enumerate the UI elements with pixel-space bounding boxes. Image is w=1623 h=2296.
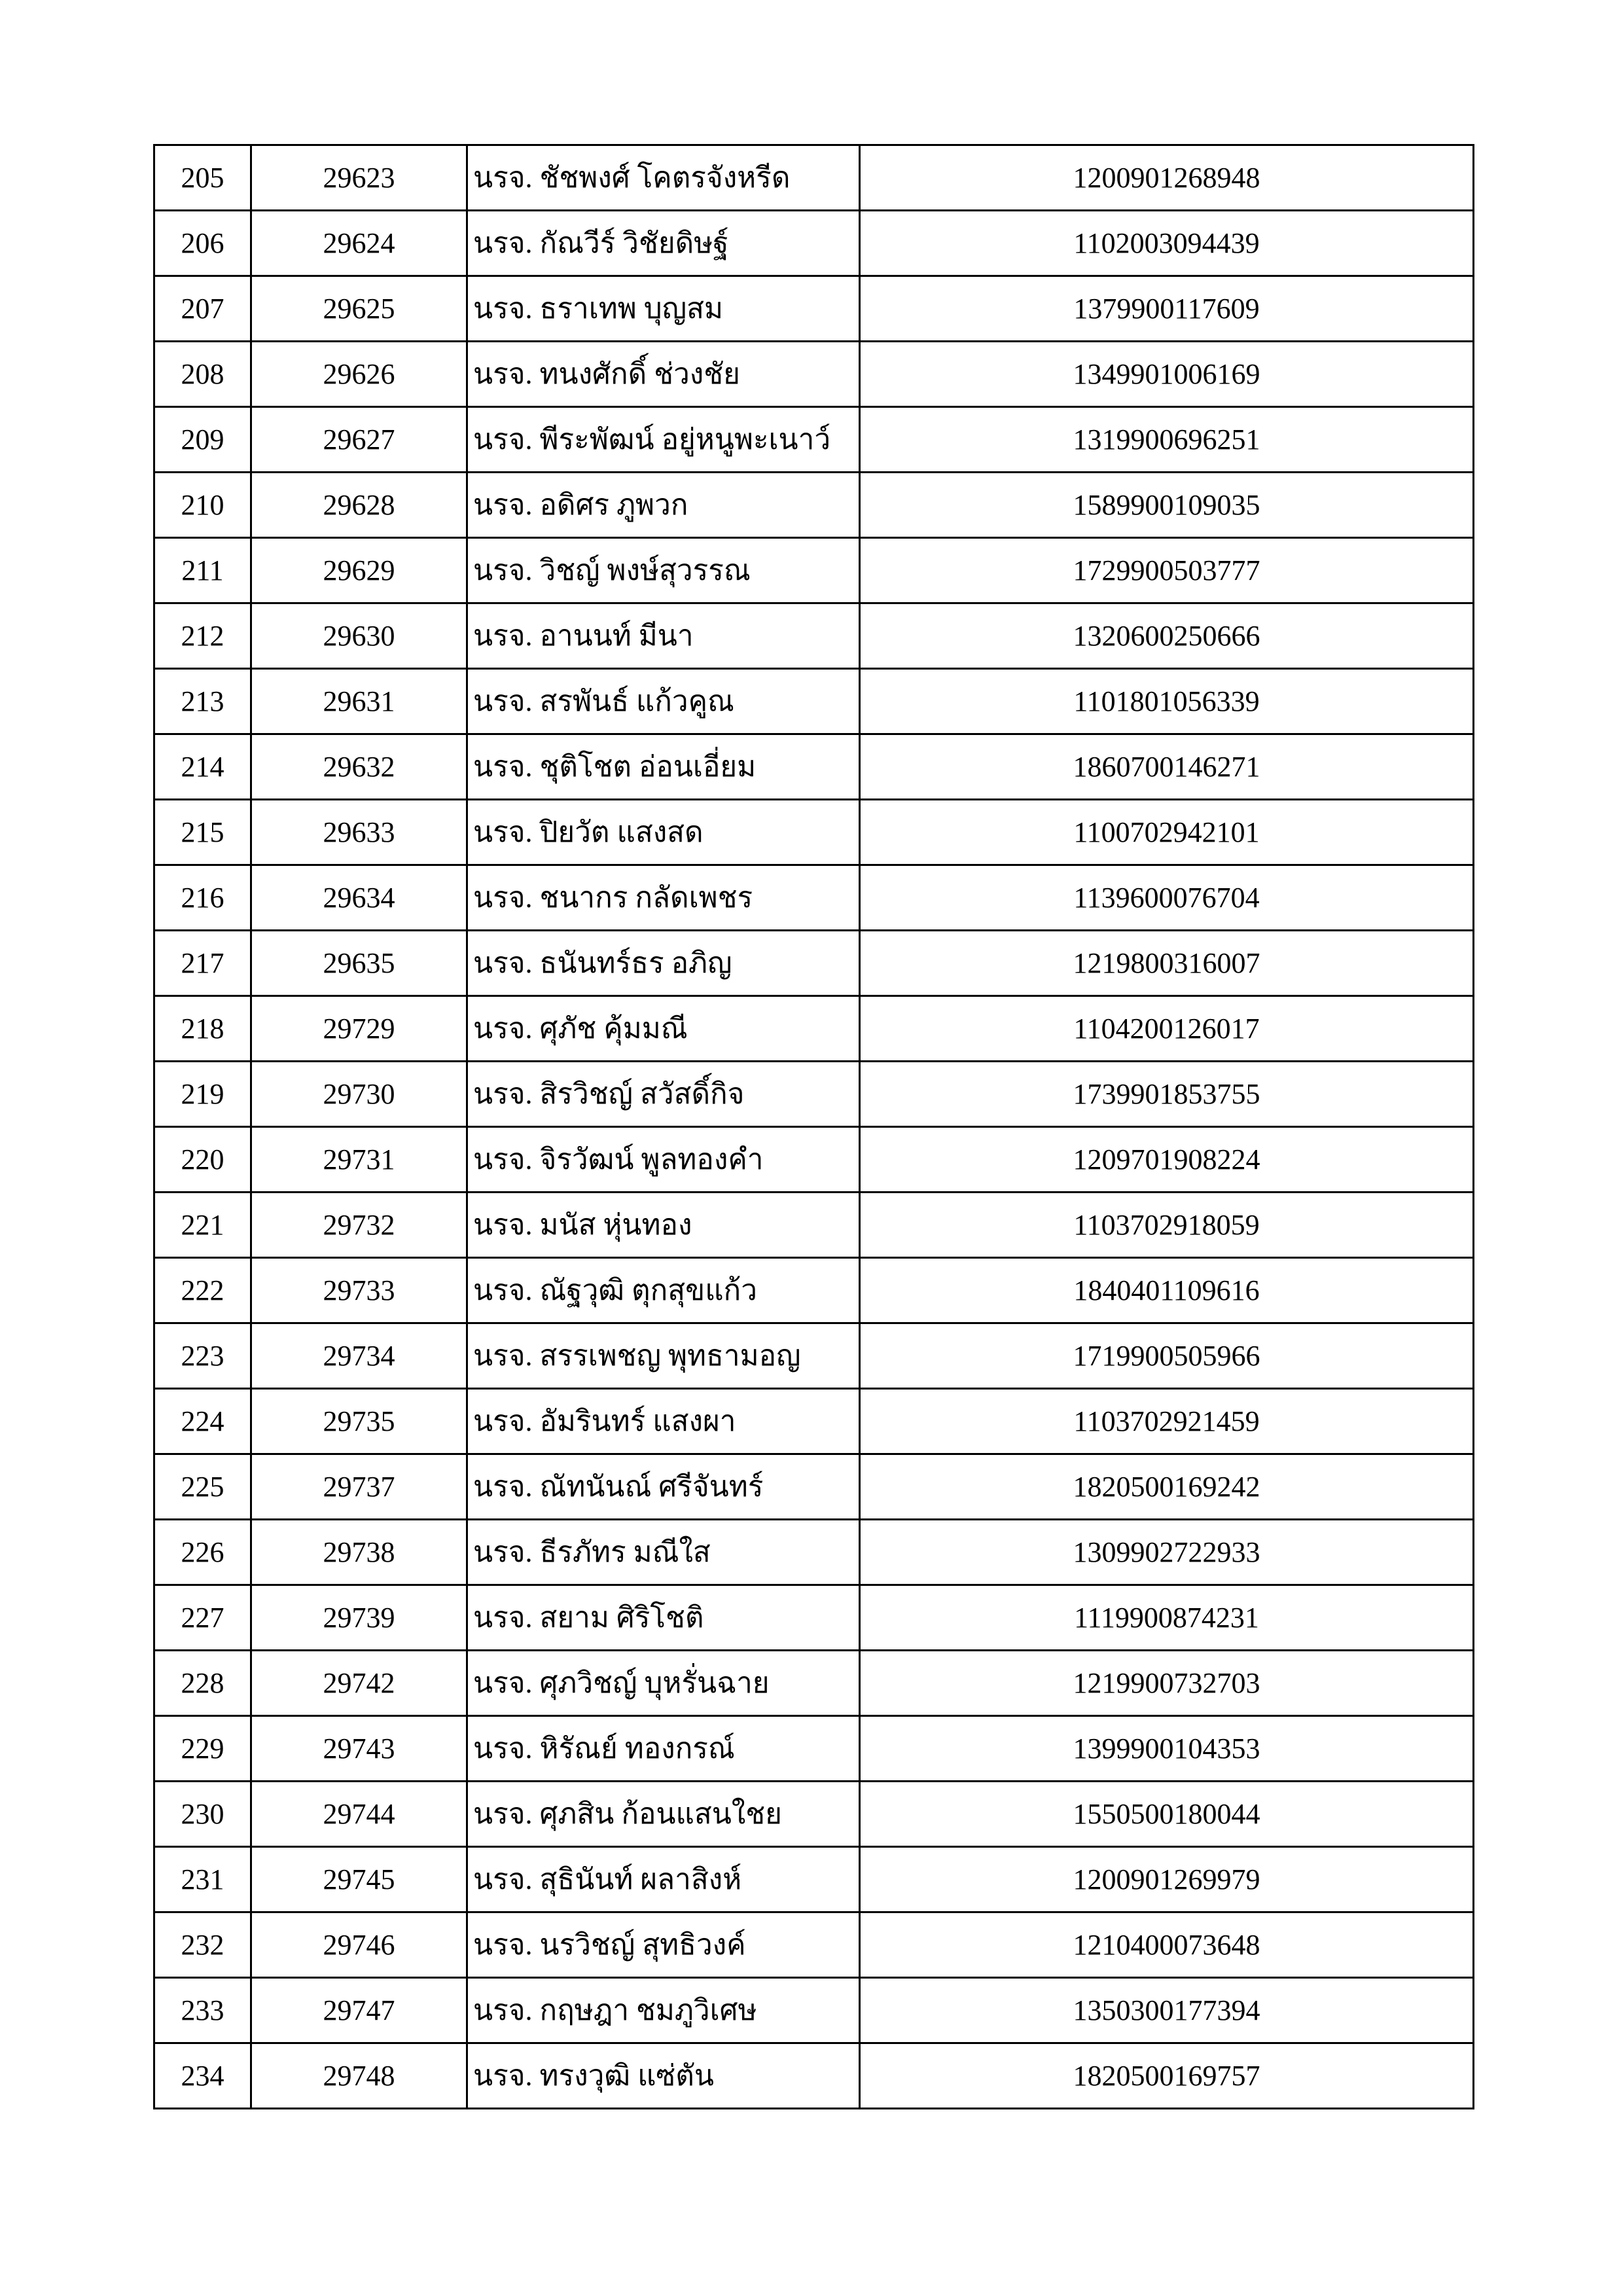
id-number-cell: 1840401109616 <box>860 1258 1474 1323</box>
sequence-number-cell: 219 <box>154 1062 251 1127</box>
student-code-cell: 29631 <box>251 669 467 734</box>
student-name-cell: นรจ. มนัส หุ่นทอง <box>467 1193 860 1258</box>
id-number-cell: 1139600076704 <box>860 865 1474 931</box>
table-row <box>154 669 1474 734</box>
student-name-cell: นรจ. อดิศร ภูพวก <box>467 473 860 538</box>
id-number-cell: 1349901006169 <box>860 342 1474 407</box>
table-row <box>154 342 1474 407</box>
student-name-cell: นรจ. ศุภัช คุ้มมณี <box>467 996 860 1062</box>
student-code-cell: 29633 <box>251 800 467 865</box>
student-code-cell: 29630 <box>251 603 467 669</box>
sequence-number-cell: 230 <box>154 1782 251 1847</box>
id-number-cell: 1589900109035 <box>860 473 1474 538</box>
sequence-number-cell: 220 <box>154 1127 251 1193</box>
student-code-cell: 29632 <box>251 734 467 800</box>
table-row <box>154 603 1474 669</box>
student-name-cell: นรจ. ศุภวิชญ์ บุหรั่นฉาย <box>467 1651 860 1716</box>
table-row <box>154 996 1474 1062</box>
table-row <box>154 1323 1474 1389</box>
sequence-number-cell: 205 <box>154 145 251 211</box>
sequence-number-cell: 223 <box>154 1323 251 1389</box>
sequence-number-cell: 224 <box>154 1389 251 1454</box>
student-name-cell: นรจ. นรวิชญ์ สุทธิวงค์ <box>467 1912 860 1978</box>
table-row <box>154 734 1474 800</box>
student-name-cell: นรจ. กฤษฎา ชมภูวิเศษ <box>467 1978 860 2043</box>
sequence-number-cell: 225 <box>154 1454 251 1520</box>
id-number-cell: 1550500180044 <box>860 1782 1474 1847</box>
student-code-cell: 29635 <box>251 931 467 996</box>
table-row <box>154 538 1474 603</box>
id-number-cell: 1101801056339 <box>860 669 1474 734</box>
table-row <box>154 1716 1474 1782</box>
id-number-cell: 1739901853755 <box>860 1062 1474 1127</box>
id-number-cell: 1379900117609 <box>860 276 1474 342</box>
sequence-number-cell: 210 <box>154 473 251 538</box>
id-number-cell: 1200901269979 <box>860 1847 1474 1912</box>
table-row <box>154 1193 1474 1258</box>
student-code-cell: 29624 <box>251 211 467 276</box>
student-name-cell: นรจ. สยาม ศิริโชติ <box>467 1585 860 1651</box>
table-row <box>154 865 1474 931</box>
id-number-cell: 1210400073648 <box>860 1912 1474 1978</box>
id-number-cell: 1320600250666 <box>860 603 1474 669</box>
id-number-cell: 1103702918059 <box>860 1193 1474 1258</box>
id-number-cell: 1399900104353 <box>860 1716 1474 1782</box>
table-row <box>154 1847 1474 1912</box>
id-number-cell: 1103702921459 <box>860 1389 1474 1454</box>
student-code-cell: 29628 <box>251 473 467 538</box>
table-row <box>154 473 1474 538</box>
student-code-cell: 29732 <box>251 1193 467 1258</box>
sequence-number-cell: 217 <box>154 931 251 996</box>
student-name-cell: นรจ. ธราเทพ บุญสม <box>467 276 860 342</box>
student-code-cell: 29744 <box>251 1782 467 1847</box>
student-code-cell: 29729 <box>251 996 467 1062</box>
id-number-cell: 1820500169757 <box>860 2043 1474 2109</box>
student-code-cell: 29748 <box>251 2043 467 2109</box>
student-name-cell: นรจ. จิรวัฒน์ พูลทองคำ <box>467 1127 860 1193</box>
student-code-cell: 29743 <box>251 1716 467 1782</box>
sequence-number-cell: 209 <box>154 407 251 473</box>
student-name-cell: นรจ. หิรัณย์ ทองกรณ์ <box>467 1716 860 1782</box>
student-code-cell: 29733 <box>251 1258 467 1323</box>
sequence-number-cell: 221 <box>154 1193 251 1258</box>
sequence-number-cell: 234 <box>154 2043 251 2109</box>
sequence-number-cell: 212 <box>154 603 251 669</box>
id-number-cell: 1719900505966 <box>860 1323 1474 1389</box>
sequence-number-cell: 229 <box>154 1716 251 1782</box>
student-code-cell: 29745 <box>251 1847 467 1912</box>
student-name-cell: นรจ. กัณวีร์ วิชัยดิษฐ์ <box>467 211 860 276</box>
student-code-cell: 29627 <box>251 407 467 473</box>
table-row <box>154 1782 1474 1847</box>
id-number-cell: 1820500169242 <box>860 1454 1474 1520</box>
sequence-number-cell: 216 <box>154 865 251 931</box>
table-row <box>154 800 1474 865</box>
student-code-cell: 29626 <box>251 342 467 407</box>
table-row <box>154 1520 1474 1585</box>
student-name-cell: นรจ. ชัชพงศ์ โคตรจังหรีด <box>467 145 860 211</box>
table-row <box>154 931 1474 996</box>
student-name-cell: นรจ. ชนากร กลัดเพชร <box>467 865 860 931</box>
student-name-cell: นรจ. อัมรินทร์ แสงผา <box>467 1389 860 1454</box>
student-name-cell: นรจ. สรพันธ์ แก้วคูณ <box>467 669 860 734</box>
id-number-cell: 1219800316007 <box>860 931 1474 996</box>
student-name-cell: นรจ. สุธินันท์ ผลาสิงห์ <box>467 1847 860 1912</box>
student-code-cell: 29731 <box>251 1127 467 1193</box>
table-row <box>154 276 1474 342</box>
roster-table-body <box>154 145 1474 2109</box>
id-number-cell: 1100702942101 <box>860 800 1474 865</box>
student-code-cell: 29739 <box>251 1585 467 1651</box>
roster-table <box>153 144 1474 2109</box>
student-code-cell: 29738 <box>251 1520 467 1585</box>
sequence-number-cell: 215 <box>154 800 251 865</box>
id-number-cell: 1209701908224 <box>860 1127 1474 1193</box>
sequence-number-cell: 208 <box>154 342 251 407</box>
student-name-cell: นรจ. สิรวิชญ์ สวัสดิ์กิจ <box>467 1062 860 1127</box>
student-name-cell: นรจ. ณัฐวุฒิ ตุกสุขแก้ว <box>467 1258 860 1323</box>
table-row <box>154 1585 1474 1651</box>
table-row <box>154 1978 1474 2043</box>
table-row <box>154 1258 1474 1323</box>
table-row <box>154 1912 1474 1978</box>
table-row <box>154 1651 1474 1716</box>
table-row <box>154 407 1474 473</box>
id-number-cell: 1200901268948 <box>860 145 1474 211</box>
sequence-number-cell: 211 <box>154 538 251 603</box>
sequence-number-cell: 233 <box>154 1978 251 2043</box>
student-code-cell: 29747 <box>251 1978 467 2043</box>
sequence-number-cell: 214 <box>154 734 251 800</box>
sequence-number-cell: 222 <box>154 1258 251 1323</box>
student-code-cell: 29735 <box>251 1389 467 1454</box>
id-number-cell: 1104200126017 <box>860 996 1474 1062</box>
student-code-cell: 29746 <box>251 1912 467 1978</box>
table-row <box>154 1454 1474 1520</box>
table-row <box>154 1127 1474 1193</box>
student-name-cell: นรจ. ธีรภัทร มณีใส <box>467 1520 860 1585</box>
student-name-cell: นรจ. ชุติโชต อ่อนเอี่ยม <box>467 734 860 800</box>
student-code-cell: 29634 <box>251 865 467 931</box>
sequence-number-cell: 218 <box>154 996 251 1062</box>
student-name-cell: นรจ. ปิยวัต แสงสด <box>467 800 860 865</box>
student-code-cell: 29742 <box>251 1651 467 1716</box>
student-code-cell: 29625 <box>251 276 467 342</box>
student-name-cell: นรจ. พีระพัฒน์ อยู่หนูพะเนาว์ <box>467 407 860 473</box>
student-name-cell: นรจ. ทรงวุฒิ แซ่ตัน <box>467 2043 860 2109</box>
student-name-cell: นรจ. วิชญ์ พงษ์สุวรรณ <box>467 538 860 603</box>
id-number-cell: 1102003094439 <box>860 211 1474 276</box>
table-row <box>154 2043 1474 2109</box>
student-name-cell: นรจ. ศุภสิน ก้อนแสนใชย <box>467 1782 860 1847</box>
sequence-number-cell: 228 <box>154 1651 251 1716</box>
student-name-cell: นรจ. สรรเพชญ พุทธามอญ <box>467 1323 860 1389</box>
sequence-number-cell: 232 <box>154 1912 251 1978</box>
student-code-cell: 29623 <box>251 145 467 211</box>
table-row <box>154 1062 1474 1127</box>
sequence-number-cell: 213 <box>154 669 251 734</box>
sequence-number-cell: 207 <box>154 276 251 342</box>
student-code-cell: 29737 <box>251 1454 467 1520</box>
sequence-number-cell: 206 <box>154 211 251 276</box>
table-row <box>154 145 1474 211</box>
id-number-cell: 1860700146271 <box>860 734 1474 800</box>
sequence-number-cell: 227 <box>154 1585 251 1651</box>
student-code-cell: 29730 <box>251 1062 467 1127</box>
table-row <box>154 211 1474 276</box>
student-name-cell: นรจ. อานนท์ มีนา <box>467 603 860 669</box>
id-number-cell: 1119900874231 <box>860 1585 1474 1651</box>
id-number-cell: 1309902722933 <box>860 1520 1474 1585</box>
sequence-number-cell: 231 <box>154 1847 251 1912</box>
student-name-cell: นรจ. ณัทนันณ์ ศรีจันทร์ <box>467 1454 860 1520</box>
id-number-cell: 1350300177394 <box>860 1978 1474 2043</box>
table-row <box>154 1389 1474 1454</box>
student-name-cell: นรจ. ทนงศักดิ์ ช่วงชัย <box>467 342 860 407</box>
student-code-cell: 29734 <box>251 1323 467 1389</box>
id-number-cell: 1319900696251 <box>860 407 1474 473</box>
id-number-cell: 1219900732703 <box>860 1651 1474 1716</box>
id-number-cell: 1729900503777 <box>860 538 1474 603</box>
sequence-number-cell: 226 <box>154 1520 251 1585</box>
student-name-cell: นรจ. ธนันทร์ธร อภิญ <box>467 931 860 996</box>
student-code-cell: 29629 <box>251 538 467 603</box>
